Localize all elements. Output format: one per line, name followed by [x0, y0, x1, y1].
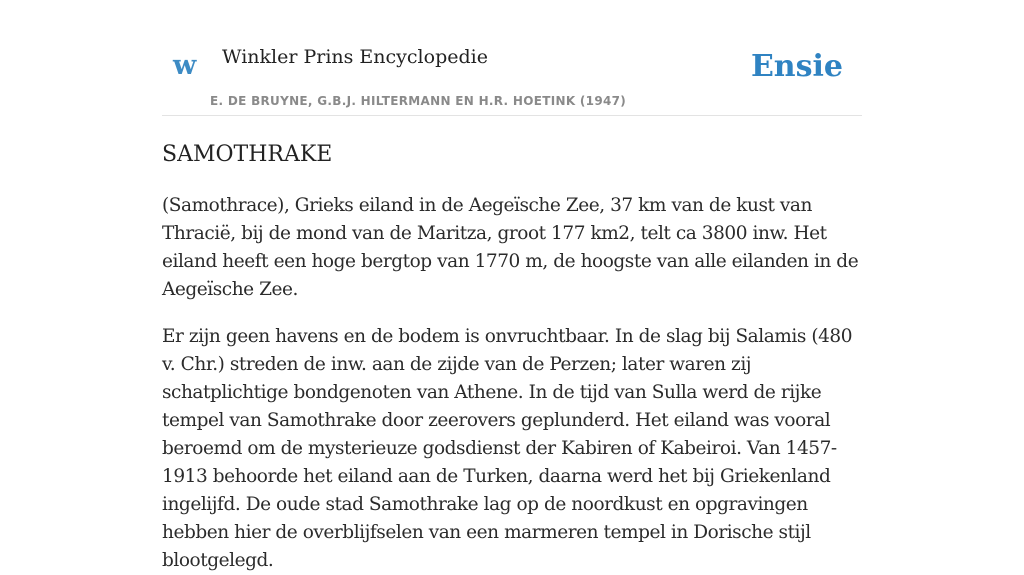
article-paragraph: Er zijn geen havens en de bodem is onvruchtbaar. In de slag bij Salamis (480 v. Chr.) streden de inw. aan de zijde van de Perzen; later waren zij schatplichtige bondgenoten van Athene. In de tijd van Sulla werd de rijke tempel van Samothrake door zeerovers geplunderd. Het eiland was vooral beroemd om de mysterieuze godsdienst der Kabiren of Kabeiroi. Van 1457-1913 behoorde het eiland aan de Turken, daarna werd het bij Griekenland ingelijfd. De oude stad Samothrake lag op de noordkust en opgravingen hebben hier de overblijfselen van een marmeren tempel in Dorische stijl blootgelegd. [162, 326, 853, 571]
ensie-logo[interactable]: Ensie [750, 49, 843, 84]
publication-authors: E. DE BRUYNE, G.B.J. HILTERMANN EN H.R. HOETINK (1947) [210, 94, 627, 108]
header [162, 0, 862, 116]
article-paragraph: (Samothrace), Grieks eiland in de Aegeïsche Zee, 37 km van de kust van Thracië, bij de mond van de Maritza, groot 177 km2, telt ca 3800 inw. Het eiland heeft een hoge bergtop van 1770 m, de hoogste van alle eilanden in de Aegeïsche Zee. [162, 195, 859, 300]
publication-title[interactable]: Winkler Prins Encyclopedie [222, 46, 488, 68]
article [162, 140, 862, 575]
article-title: SAMOTHRAKE [162, 142, 333, 167]
publication-logo[interactable]: w [173, 50, 197, 81]
